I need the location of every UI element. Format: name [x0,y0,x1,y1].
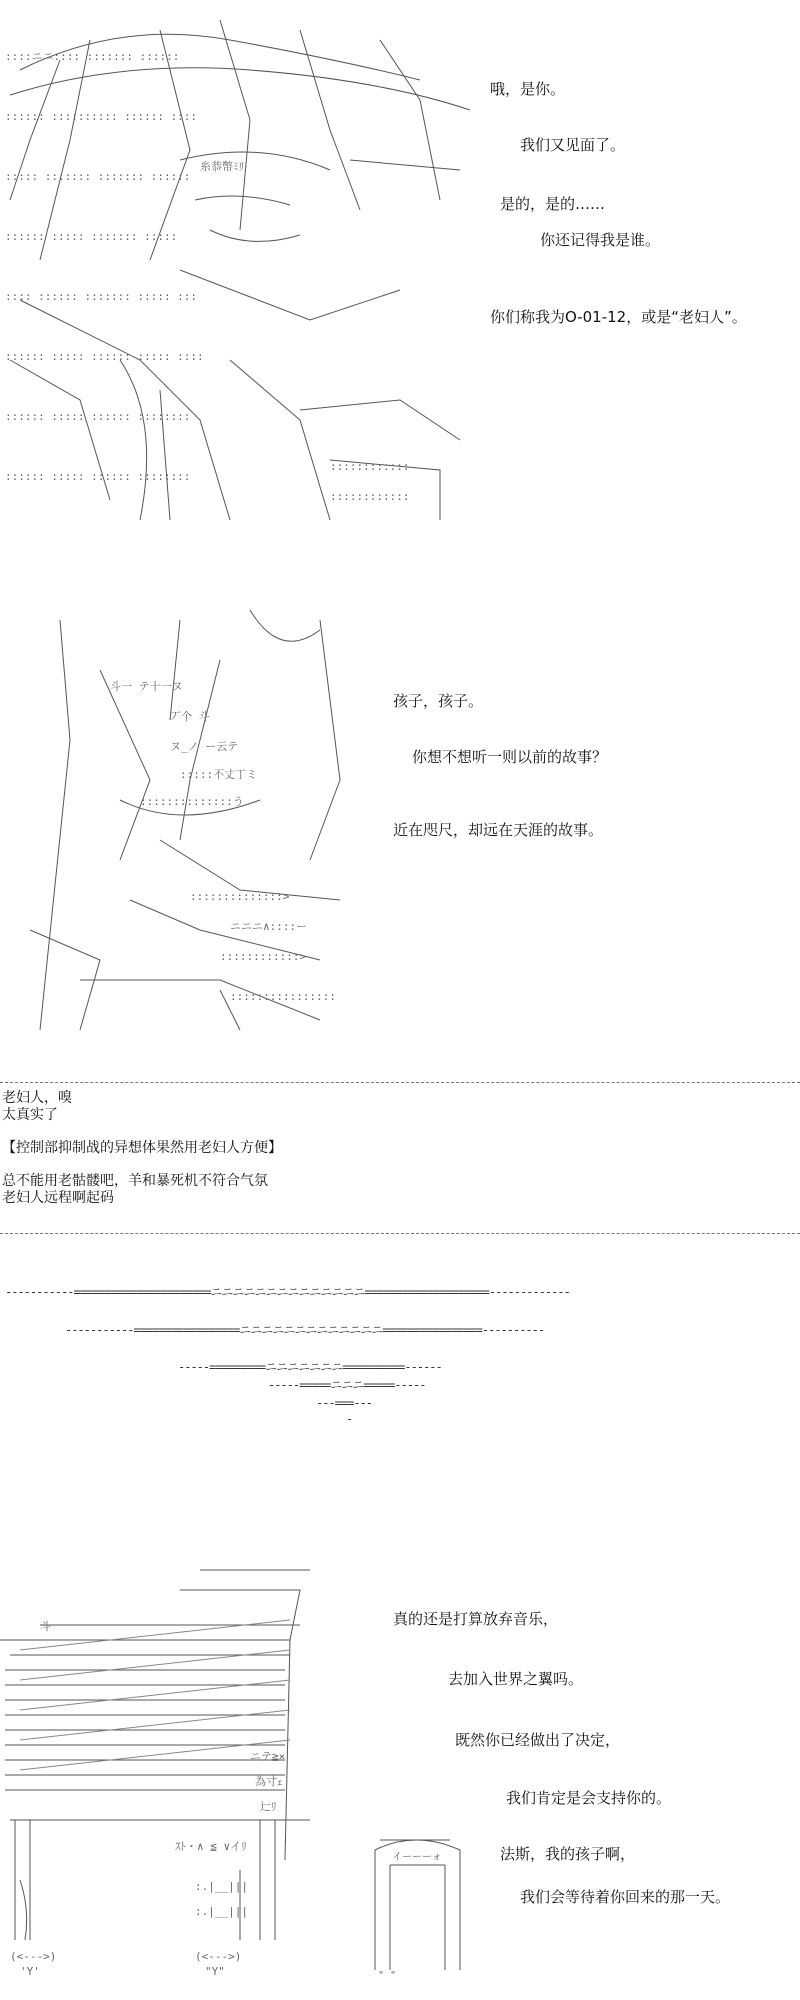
panel-3 [0,1560,800,1980]
dialogue-line: 你还记得我是谁。 [540,231,661,249]
dialogue-line: 法斯，我的孩子啊， [500,1845,636,1863]
svg-text:斗一 テ十一ヌ: 斗一 テ十一ヌ [110,680,183,693]
note-line: 太真实了 [2,1107,58,1123]
svg-text:::::ニニ:::: ::::::: ::::::: ::::ニニ:::: ::::::: :::::: [5,50,180,63]
svg-text:"Y": "Y" [205,1965,225,1978]
svg-text:ニニニ∧::::ー: ニニニ∧::::ー [230,920,308,933]
dialogue-line: 哦，是你。 [490,80,566,98]
ascii-art-door [370,1830,470,1980]
svg-text:::::::::::::: :::::::::::: [330,490,410,503]
dialogue-line: 你们称我为O-01-12，或是“老妇人”。 [490,308,747,326]
panel-1 [0,0,800,540]
divider-row: -----=========ニニニニニニニ==========------ [178,1360,442,1374]
note-line: 老妇人，嗅 [2,1090,72,1106]
dialogue-line: 我们肯定是会支持你的。 [506,1789,672,1807]
dialogue-line: 孩子，孩子。 [393,692,484,710]
dashed-separator [0,1082,800,1083]
svg-text:::::::::::::::>: ::::::::::::::> [190,890,290,903]
divider-row: - [346,1412,353,1426]
note-line: 老妇人远程啊起码 [2,1190,114,1206]
svg-text::::::: ::::: :::::: ::::::::: :::::: ::::: :::::: :::::::: [5,410,191,423]
panel-2 [0,600,800,1040]
svg-text::::::: ::::: ::::::: :::::: :::::: ::::: ::::::: ::::: [5,230,178,243]
svg-text:斗: 斗 [40,1620,51,1633]
note-text [2,1090,282,1207]
svg-text:::::::::::::::う: ::::::::::::::う [140,795,244,808]
svg-text::::::: ::::: :::::: ::::: ::::: :::::: ::::: :::::: ::::: :::: [5,350,204,363]
svg-text:ｽﾄ・∧ ≦ ∨イﾘ: ｽﾄ・∧ ≦ ∨イﾘ [175,1840,247,1853]
divider-row: -----------=================ニニニニニニニニニニニニニ================---------- [65,1323,545,1337]
ascii-art-old-lady-portrait [0,0,480,540]
svg-text:(<--->): (<--->) [195,1950,242,1963]
dialogue-line: 去加入世界之翼吗。 [448,1670,584,1688]
dialogue-line: 既然你已经做出了决定， [455,1731,621,1749]
svg-text::.|__|||: :.|__||| [195,1905,248,1918]
svg-text:ヌ_ノ ー云テ: ヌ_ノ ー云テ [170,740,239,753]
svg-text::::: :::::: ::::::: ::::: :::: :::: :::::: ::::::: ::::: ::: [5,290,198,303]
svg-text:ニテ≧×: ニテ≧× [250,1750,286,1763]
svg-text:イーーーォ: イーーーォ [392,1852,442,1863]
note-line: 【控制部抑制战的异想体果然用老妇人方便】 [2,1140,282,1156]
svg-text:::::::::::::: :::::::::::: [330,460,410,473]
dialogue-line: 近在咫尺，却远在天涯的故事。 [393,821,604,839]
dialogue-line: 你想不想听一则以前的故事？ [412,748,608,766]
dialogue-line: 我们又见面了。 [520,136,626,154]
svg-text:::::::::::::>: ::::::::::::> [220,950,307,963]
divider-row: ---===--- [316,1396,373,1410]
svg-text:" ": " " [378,1970,397,1980]
svg-text:丆个 斗: 丆个 斗 [170,710,210,723]
svg-text:'Y': 'Y' [20,1965,40,1978]
dashed-separator [0,1233,800,1234]
dialogue-line: 真的还是打算放弃音乐， [393,1610,559,1628]
divider-row: -----------======================ニニニニニニニニニニニニニニ====================------------- [5,1285,570,1299]
svg-text:為寸ｪ: 為寸ｪ [255,1775,283,1788]
svg-text::::::不丈丁ミ: :::::不丈丁ミ [180,768,258,781]
ascii-art-piano [0,1560,330,1980]
svg-text:::::::::::::::::: :::::::::::::::: [230,990,336,1003]
svg-text:(<--->): (<--->) [10,1950,57,1963]
svg-text:::::: ::::::: ::::::: ::::::: ::::: ::::::: ::::::: :::::: [5,170,191,183]
divider-row: -----=====ニニニ=====----- [268,1378,426,1392]
svg-text::::::: :::::::::: :::::: :::: :::::: :::::::::: :::::: :::: [5,110,198,123]
dialogue-line: 是的，是的…… [500,195,606,213]
svg-text:糸恭幣ﾐﾘ: 糸恭幣ﾐﾘ [200,160,244,173]
dialogue-line: 我们会等待着你回来的那一天。 [520,1888,731,1906]
svg-text:辷ﾘ: 辷ﾘ [260,1800,277,1813]
svg-text::.|__|||: :.|__||| [195,1880,248,1893]
ascii-art-hooded-figure [20,600,380,1040]
svg-text::::::: ::::: :::::: ::::::::: :::::: ::::: :::::: :::::::: [5,470,191,483]
note-line: 总不能用老骷髅吧，羊和暴死机不符合气氛 [2,1173,268,1189]
